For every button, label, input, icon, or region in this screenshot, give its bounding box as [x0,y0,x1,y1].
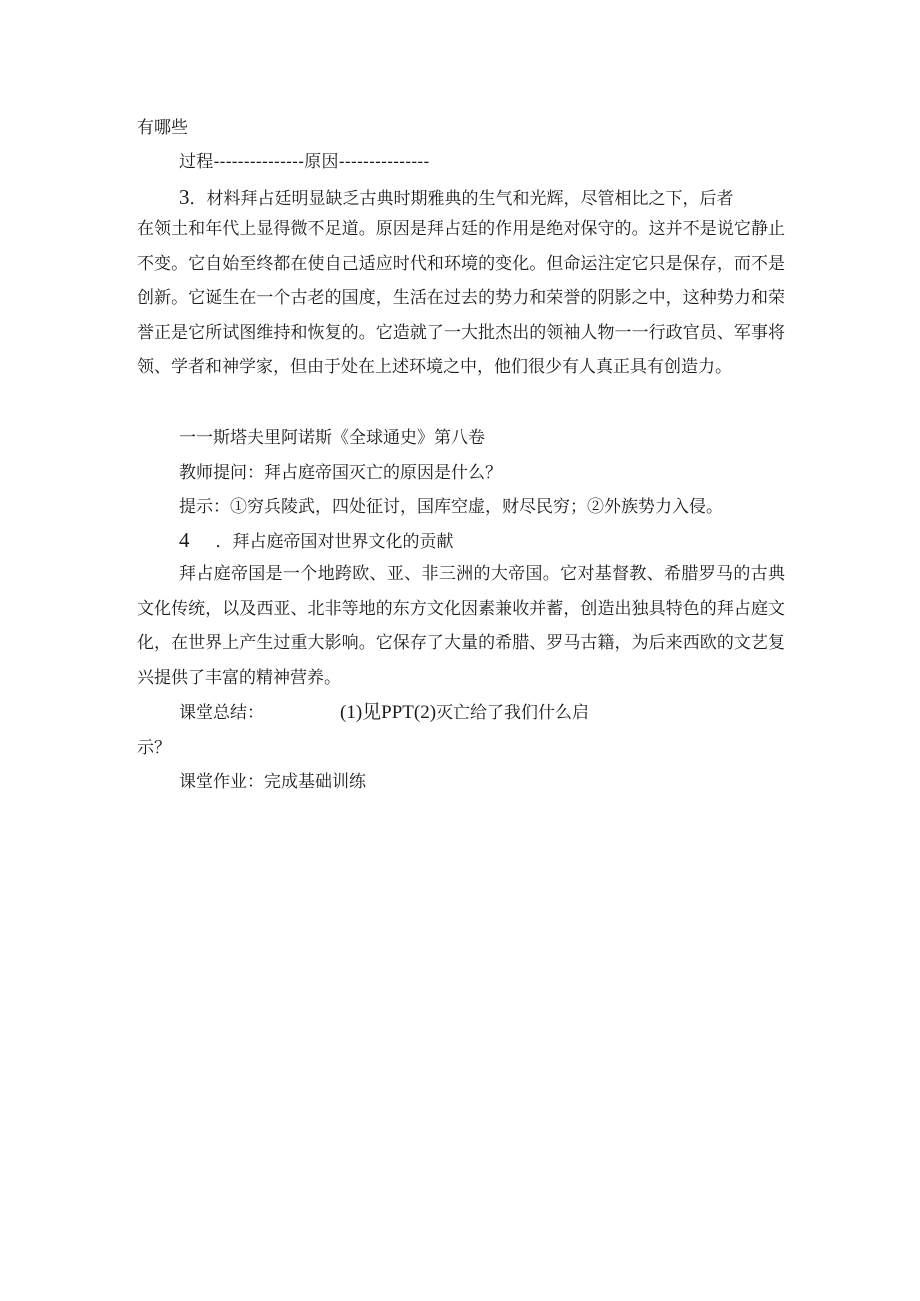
teacher-question: 教师提问：拜占庭帝国灭亡的原因是什么？ [179,463,502,483]
summary-continuation: 示？ [137,738,171,758]
hint: 提示：①穷兵陵武，四处征讨，国库空虚，财尽民穷；②外族势力入侵。 [179,497,723,517]
homework: 课堂作业：完成基础训练 [179,772,366,792]
item4-title: ．拜占庭帝国对世界文化的贡献 [215,532,454,552]
text-top: 有哪些 [137,118,188,138]
item4-heading [179,528,454,554]
item3-body: 在领土和年代上显得微不足道。原因是拜占廷的作用是绝对保守的。这并不是说它静止不变。它自始至终都在使自己适应时代和环境的变化。但命运注定它只是保存，而不是创新。它诞生在一个古老的国度，生活在过去的势力和荣誉的阴影之中，这种势力和荣誉正是它所试图维持和恢复的。它造就了一大批杰出的领袖人物一一行政官员、军事将领、学者和神学家，但由于处在上述环境之中，他们很少有人真正具有创造力。 [137,219,785,377]
item3-number: 3 [179,185,190,209]
summary-part2: 灭亡给了我们什么启 [436,703,590,723]
summary-label: 课堂总结： [179,703,264,723]
paragraph-culture: 拜占庭帝国是一个地跨欧、亚、非三洲的大帝国。它对基督教、希腊罗马的古典文化传统，以及西亚、北非等地的东方文化因素兼收并蓄，创造出独具特色的拜占庭文化，在世界上产生过重大影响。它保存了大量的希腊、罗马古籍，为后来西欧的文艺复兴提供了丰富的精神营养。 [137,564,785,688]
summary-part1: (1)见PPT(2) [340,702,437,723]
process-row: 过程---------------原因--------------- [179,152,430,172]
citation: 一一斯塔夫里阿诺斯《全球通史》第八卷 [179,428,485,448]
item4-number: 4 [179,528,190,552]
item3-intro: ．材料拜占廷明显缺乏古典时期雅典的生气和光辉，尽管相比之下，后者 [189,189,734,209]
summary-line [179,701,589,725]
item3-first-line [179,185,734,211]
